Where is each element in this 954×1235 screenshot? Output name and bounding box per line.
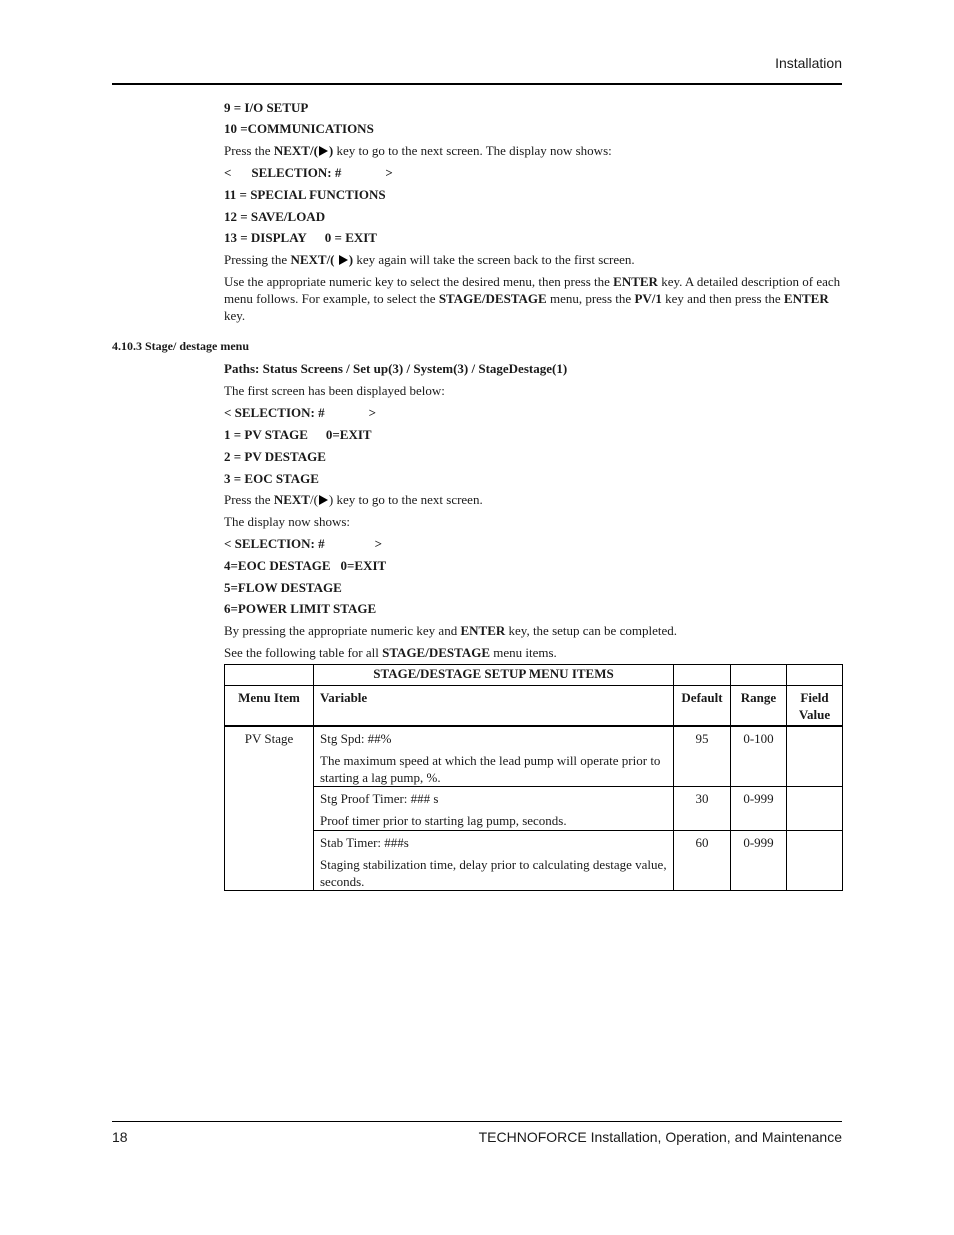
stage-destage-table: [224, 664, 843, 891]
table-cell: [731, 665, 787, 686]
menu-item-communications: 10 =COMMUNICATIONS: [224, 121, 374, 136]
default-cell: 30: [674, 787, 731, 831]
range-cell: 0-100: [731, 726, 787, 787]
variable-cell: [314, 787, 674, 831]
variable-cell: [314, 726, 674, 787]
option-eoc-destage: 4=EOC DESTAGE 0=EXIT: [224, 558, 387, 573]
variable-description: Proof timer prior to starting lag pump, seconds.: [320, 813, 567, 828]
section-heading: 4.10.3 Stage/ destage menu: [112, 339, 249, 353]
option-eoc-stage: 3 = EOC STAGE: [224, 471, 319, 486]
table-row: [225, 726, 843, 787]
play-arrow-icon: [339, 255, 348, 265]
menu-item-save-load: 12 = SAVE/LOAD: [224, 209, 326, 224]
option-pv-destage: 2 = PV DESTAGE: [224, 449, 326, 464]
page-number: 18: [112, 1129, 128, 1145]
menu-item-special-functions: 11 = SPECIAL FUNCTIONS: [224, 187, 386, 202]
footer-title: TECHNOFORCE Installation, Operation, and Maintenance: [478, 1129, 842, 1145]
menu-path: Paths: Status Screens / Set up(3) / System(3) / StageDestage(1): [224, 361, 568, 376]
variable-description: The maximum speed at which the lead pump will operate prior to starting a lag pump, %.: [320, 753, 661, 785]
next-key-instruction: Press the NEXT/( ) key to go to the next screen. The display now shows:: [224, 143, 612, 158]
column-header: Field Value: [787, 686, 843, 727]
selection-prompt: < SELECTION: # >: [224, 165, 393, 180]
running-header: Installation: [775, 55, 842, 71]
default-cell: 95: [674, 726, 731, 787]
next-key-return-note: Pressing the NEXT/( ) key again will take the screen back to the first screen.: [224, 252, 635, 267]
option-power-limit-stage: 6=POWER LIMIT STAGE: [224, 601, 377, 616]
variable-description: Staging stabilization time, delay prior to calculating destage value, seconds.: [320, 857, 667, 889]
table-cell: [787, 665, 843, 686]
play-arrow-icon: [319, 495, 328, 505]
range-cell: 0-999: [731, 787, 787, 831]
variable-name: Stab Timer: ###s: [320, 835, 409, 850]
variable-cell: [314, 831, 674, 891]
table-row: [225, 787, 843, 831]
footer-rule: [112, 1121, 842, 1122]
menu-selection-paragraph: Use the appropriate numeric key to select the desired menu, then press the ENTER key. A detailed description of each menu follows. For example, to select the STAGE/DESTAGE menu, press the PV/1 key and then press the ENTER key.: [224, 274, 841, 323]
table-header-row: [225, 686, 843, 727]
range-cell: 0-999: [731, 831, 787, 891]
next-screen-instruction: Press the NEXT/( ) key to go to the next screen.: [224, 492, 483, 507]
menu-item-cell: PV Stage: [225, 726, 314, 891]
first-screen-note: The first screen has been displayed below:: [224, 383, 445, 398]
column-header: Menu Item: [225, 686, 314, 727]
table-cell: [225, 665, 314, 686]
option-flow-destage: 5=FLOW DESTAGE: [224, 580, 342, 595]
display-shows-note: The display now shows:: [224, 514, 351, 529]
menu-item-display: 13 = DISPLAY 0 = EXIT: [224, 230, 377, 245]
selection-prompt: < SELECTION: # >: [224, 536, 383, 551]
default-cell: 60: [674, 831, 731, 891]
table-cell: [674, 665, 731, 686]
header-rule: [112, 83, 842, 85]
column-header: Variable: [314, 686, 674, 727]
column-header: Default: [674, 686, 731, 727]
selection-prompt: < SELECTION: # >: [224, 405, 377, 420]
field-value-cell: [787, 787, 843, 831]
variable-name: Stg Spd: ##%: [320, 731, 392, 746]
table-reference-note: See the following table for all STAGE/DESTAGE menu items.: [224, 645, 557, 660]
setup-completion-note: By pressing the appropriate numeric key and ENTER key, the setup can be completed.: [224, 623, 677, 638]
field-value-cell: [787, 831, 843, 891]
column-header: Range: [731, 686, 787, 727]
field-value-cell: [787, 726, 843, 787]
option-pv-stage: 1 = PV STAGE 0=EXIT: [224, 427, 372, 442]
table-title: STAGE/DESTAGE SETUP MENU ITEMS: [314, 665, 674, 686]
table-row: [225, 831, 843, 891]
play-arrow-icon: [319, 146, 328, 156]
menu-item-io-setup: 9 = I/O SETUP: [224, 100, 309, 115]
table-title-row: [225, 665, 843, 686]
variable-name: Stg Proof Timer: ### s: [320, 791, 439, 806]
